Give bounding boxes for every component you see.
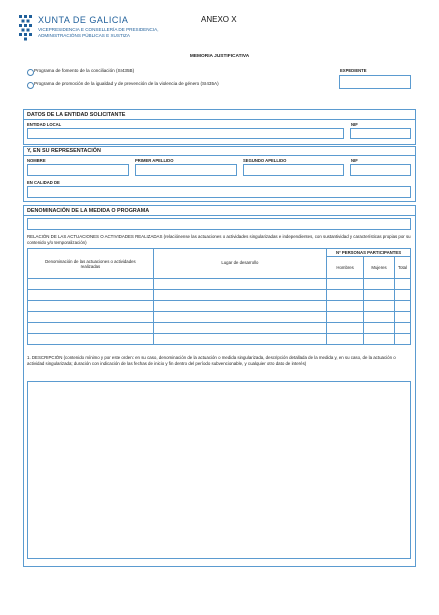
table-row (28, 323, 411, 334)
segundo-apellido-label: SEGUNDO APELLIDO (243, 158, 287, 163)
xunta-logo-icon (18, 14, 33, 42)
program-radio-conciliacion[interactable] (27, 69, 34, 76)
table-cell[interactable] (327, 301, 364, 312)
measure-name-field[interactable] (27, 218, 411, 230)
representation-section-divider (23, 155, 416, 156)
header-lugar: Lugar de desarrollo (153, 249, 326, 279)
entidad-local-field[interactable] (27, 128, 344, 139)
expediente-field[interactable] (339, 75, 411, 89)
description-textarea[interactable] (27, 381, 411, 559)
representation-section-title: Y, EN SU REPRESENTACIÓN (27, 148, 101, 154)
table-cell[interactable] (327, 323, 364, 334)
primer-apellido-field[interactable] (135, 164, 237, 176)
table-cell[interactable] (395, 323, 411, 334)
table-cell[interactable] (327, 334, 364, 345)
table-cell[interactable] (395, 279, 411, 290)
table-row (28, 301, 411, 312)
table-cell[interactable] (364, 334, 395, 345)
calidad-field[interactable] (27, 186, 411, 198)
header-participantes: Nº PERSONAS PARTICIPANTES (327, 249, 411, 257)
entity-section-title: DATOS DE LA ENTIDAD SOLICITANTE (27, 112, 126, 118)
nombre-label: NOMBRE (27, 158, 46, 163)
brand-name: XUNTA DE GALICIA (38, 15, 129, 25)
table-cell[interactable] (395, 312, 411, 323)
program-label-conciliacion: Programa de fomento de la conciliación (SI435B) (34, 68, 135, 73)
table-cell[interactable] (153, 323, 326, 334)
table-cell[interactable] (364, 301, 395, 312)
header-mujeres: Mujeres (364, 257, 395, 279)
table-cell[interactable] (153, 279, 326, 290)
department-line-2: ADMINISTRACIÓNS PÚBLICAS E XUSTIZA (38, 33, 130, 38)
department-name (38, 27, 208, 39)
nombre-field[interactable] (27, 164, 129, 176)
table-cell[interactable] (395, 334, 411, 345)
table-row (28, 290, 411, 301)
table-cell[interactable] (364, 312, 395, 323)
department-line-1: VICEPRESIDENCIA E CONSELLERÍA DE PRESIDENCIA, (38, 27, 159, 32)
table-row (28, 312, 411, 323)
table-cell[interactable] (153, 334, 326, 345)
annex-title: ANEXO X (201, 15, 237, 24)
table-cell[interactable] (28, 301, 154, 312)
table-cell[interactable] (364, 279, 395, 290)
table-cell[interactable] (28, 312, 154, 323)
table-cell[interactable] (327, 279, 364, 290)
program-label-igualdad: Programa de promoción de la igualdad y de prevención de la violencia de género (SI435A) (34, 81, 219, 86)
actions-list-description: RELACIÓN DE LAS ACTUACIONES O ACTIVIDADES REALIZADAS (relaciónense las actuaciones o actividades singularizadas e independientes, con sustantividad y características propias por su contenido y/o temporalización) (27, 234, 411, 245)
primer-apellido-label: PRIMER APELLIDO (135, 158, 174, 163)
table-cell[interactable] (153, 301, 326, 312)
table-cell[interactable] (28, 279, 154, 290)
table-cell[interactable] (153, 312, 326, 323)
representante-nif-label: NIF (351, 158, 358, 163)
table-cell[interactable] (153, 290, 326, 301)
header-total: Total (395, 257, 411, 279)
table-cell[interactable] (327, 290, 364, 301)
measure-section-divider (23, 215, 416, 216)
actions-table (27, 248, 411, 345)
table-cell[interactable] (28, 323, 154, 334)
table-cell[interactable] (364, 290, 395, 301)
table-row (28, 279, 411, 290)
calidad-label: EN CALIDAD DE (27, 180, 60, 185)
description-instructions: 1. DESCRIPCIÓN (contenido mínimo y por este orden: en su caso, denominación de la actuación o medida singularizada, descripción detallada de la medida y, en su caso, de la actuación o actividad singularizada; duración con indicación de las fechas de inicio y fin dentro del período subvencionable, y cualquier otro dato de interés) (27, 355, 396, 366)
table-cell[interactable] (364, 323, 395, 334)
entidad-nif-field[interactable] (350, 128, 411, 139)
table-cell[interactable] (327, 312, 364, 323)
table-cell[interactable] (28, 334, 154, 345)
measure-section-title: DENOMINACIÓN DE LA MEDIDA O PROGRAMA (27, 208, 150, 214)
table-cell[interactable] (28, 290, 154, 301)
program-radio-igualdad[interactable] (27, 82, 34, 89)
entity-section-divider (23, 119, 416, 120)
segundo-apellido-field[interactable] (243, 164, 344, 176)
header-denominacion: Denominación de las actuaciones o actividades realizadas (28, 249, 154, 279)
document-title: MEMORIA JUSTIFICATIVA (189, 54, 250, 59)
expediente-label: EXPEDIENTE (340, 68, 367, 73)
table-cell[interactable] (395, 290, 411, 301)
header-hombres: Hombres (327, 257, 364, 279)
table-row (28, 334, 411, 345)
entidad-local-label: ENTIDAD LOCAL (27, 122, 62, 127)
table-cell[interactable] (395, 301, 411, 312)
representante-nif-field[interactable] (350, 164, 411, 176)
entidad-nif-label: NIF (351, 122, 358, 127)
